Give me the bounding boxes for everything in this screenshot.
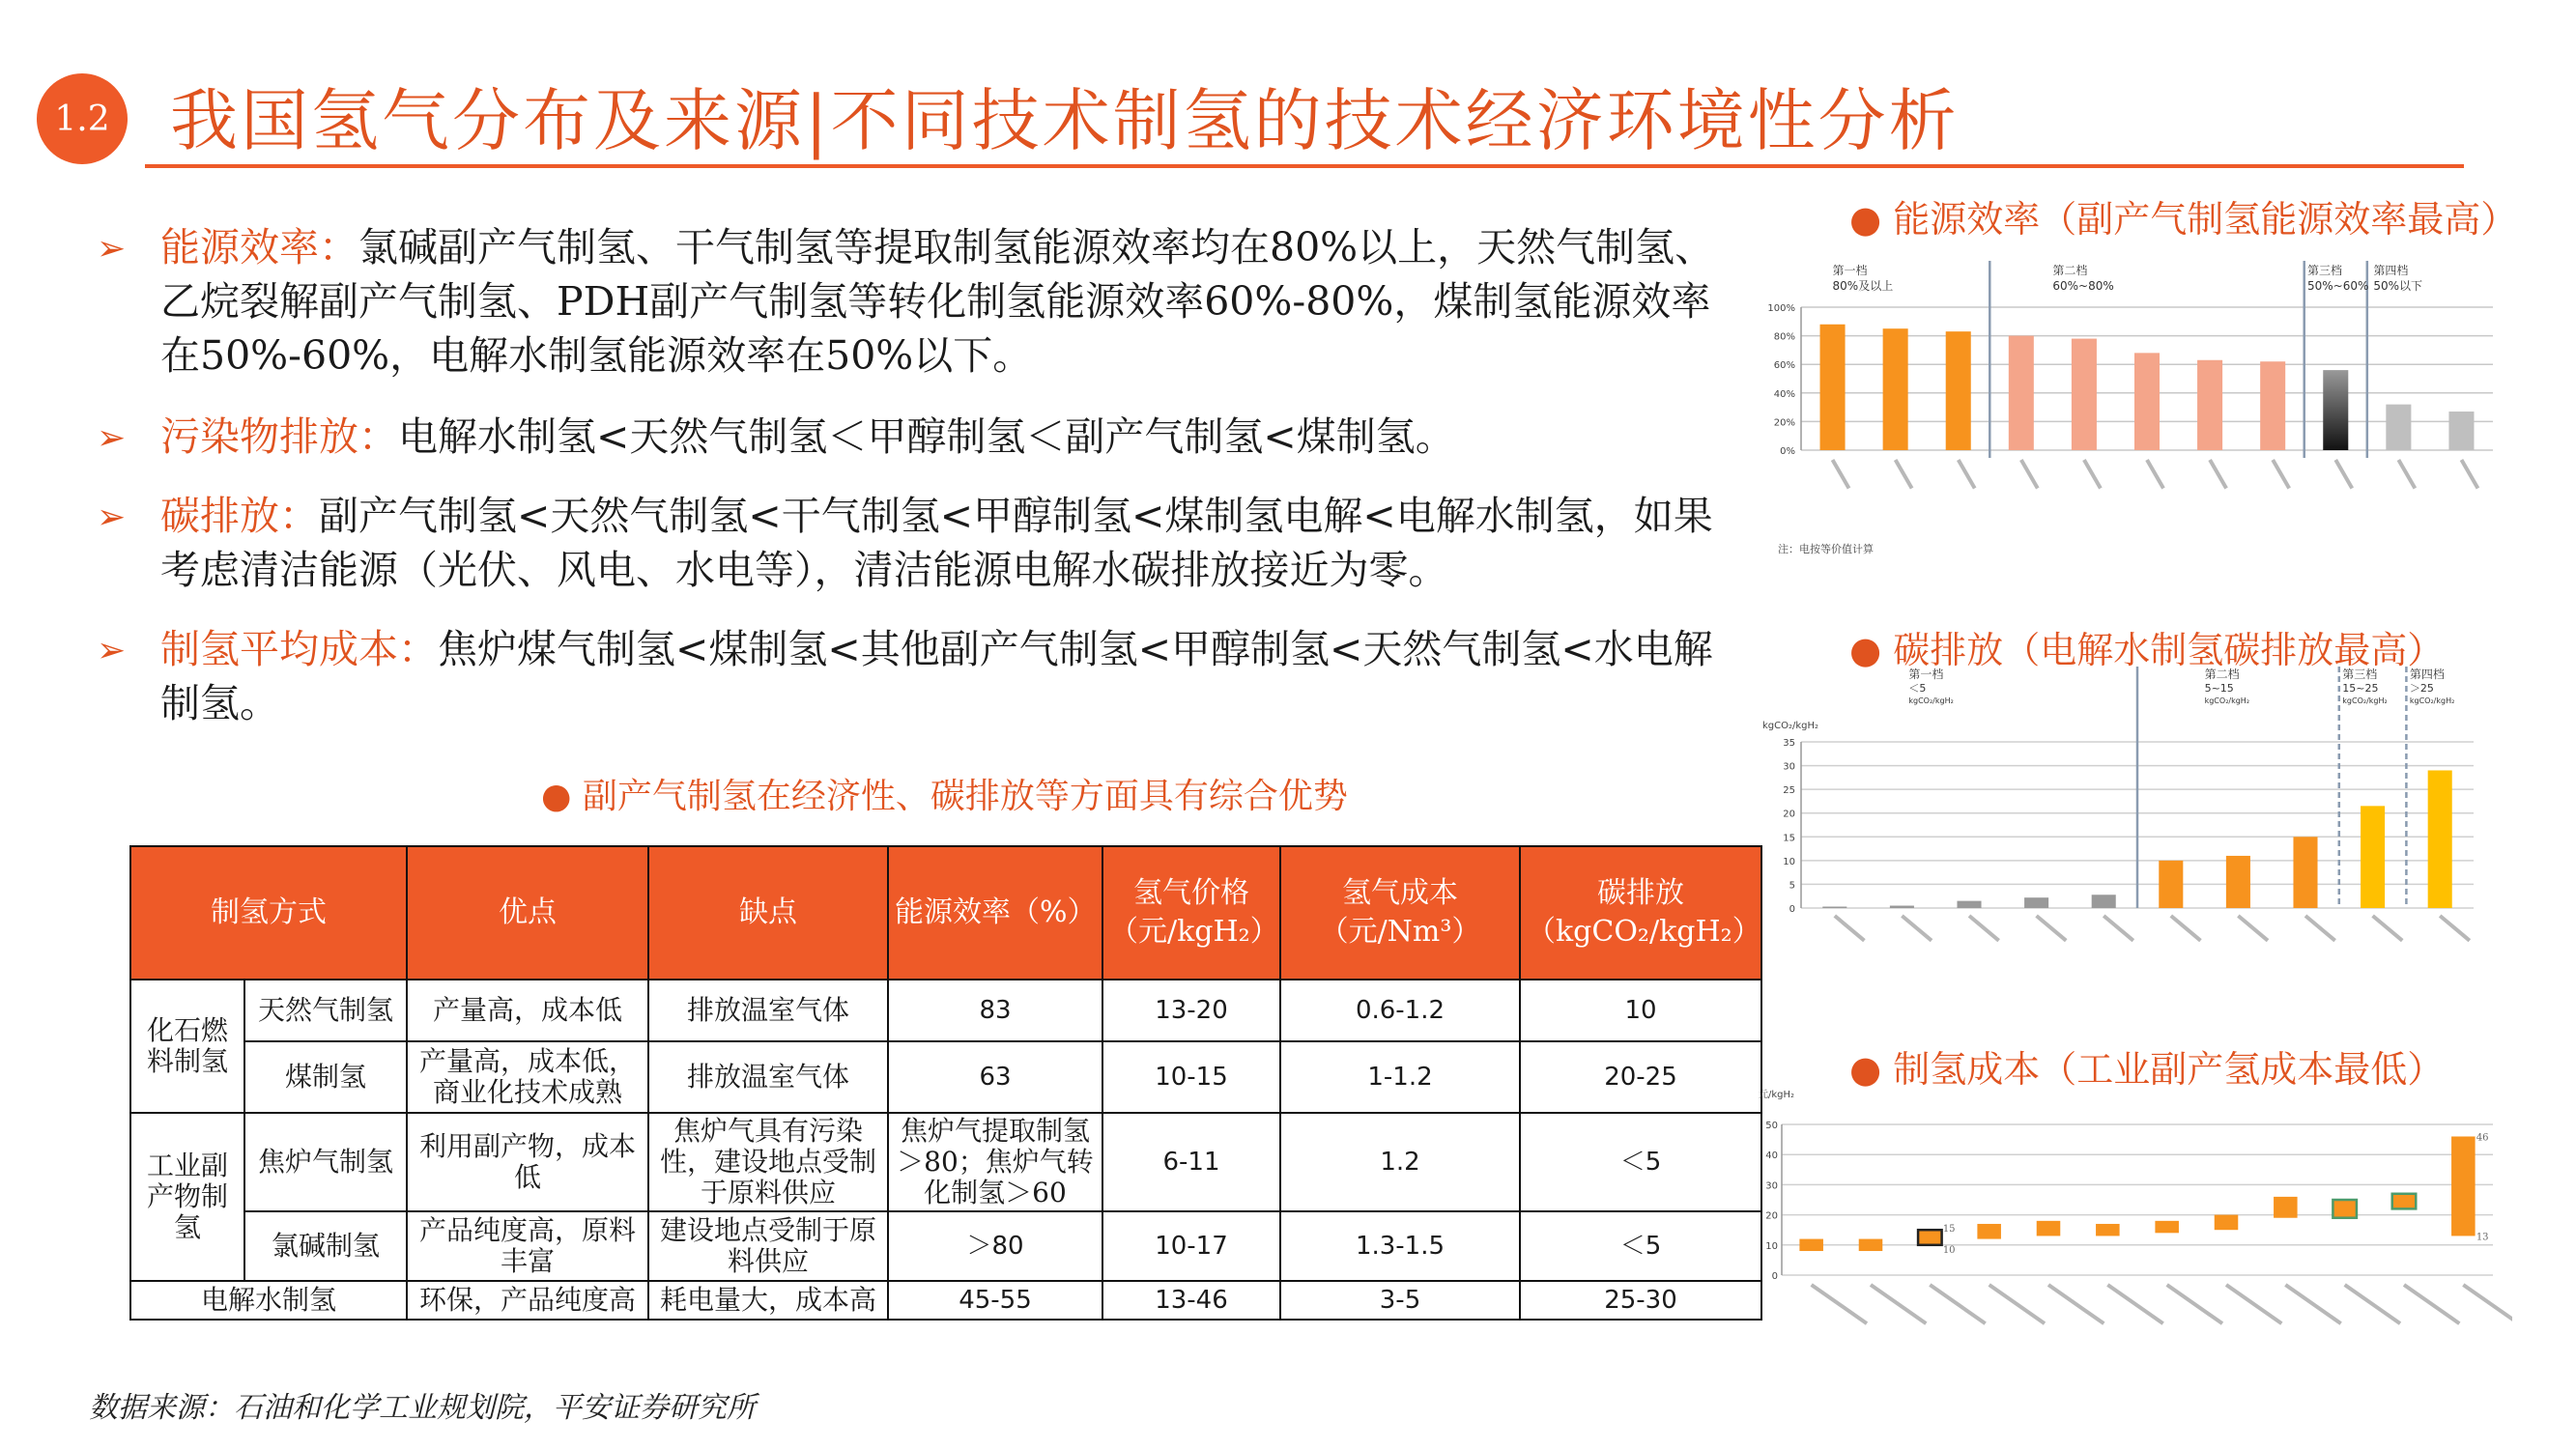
arrow-icon: ➢ — [97, 229, 127, 269]
tier-unit: kgCO₂/kgH₂ — [2409, 696, 2455, 705]
col-header: 优点 — [407, 846, 648, 980]
data-source: 数据来源：石油和化学工业规划院，平安证券研究所 — [89, 1391, 756, 1425]
cost-chart — [1759, 1086, 2512, 1424]
price-cell: 6-11 — [1102, 1113, 1280, 1211]
value-label: 13 — [2476, 1232, 2489, 1243]
category-label-mark — [1894, 459, 1913, 489]
tier-range: 5~15 — [2204, 682, 2234, 695]
bullet-text: 副产气制氢<天然气制氢<干气制氢<甲醇制氢<煤制氢电解<电解水制氢，如果考虑清洁能源（光伏、风电、水电等），清洁能源电解水碳排放接近为零。 — [160, 493, 1713, 593]
efficiency-cell: 45-55 — [888, 1281, 1102, 1320]
method-cell: 电解水制氢 — [130, 1281, 407, 1320]
price-cell: 10-15 — [1102, 1041, 1280, 1113]
category-label-mark — [2035, 914, 2067, 942]
tick-label: 15 — [1783, 833, 1795, 844]
tick-label: 25 — [1783, 785, 1795, 797]
chart-heading-efficiency: ● 能源效率（副产气制氢能源效率最高） — [1849, 198, 2518, 241]
tier-range: 80%及以上 — [1832, 279, 1894, 293]
category-label-mark — [2371, 914, 2403, 942]
col-header: 氢气成本（元/Nm³） — [1280, 846, 1520, 980]
category-label-mark — [1834, 914, 1866, 942]
cons-cell: 排放温室气体 — [648, 1041, 888, 1113]
carbon-cell: 10 — [1520, 980, 1761, 1041]
tick-label: 20 — [1765, 1210, 1778, 1222]
cost-range-bar — [1918, 1230, 1942, 1245]
cost-cell: 1.2 — [1280, 1113, 1520, 1211]
category-label-mark — [2166, 1283, 2224, 1324]
category-label-mark — [2170, 914, 2202, 942]
category-label-mark — [1929, 1283, 1987, 1324]
carbon-bar — [2226, 856, 2250, 908]
efficiency-bar — [1820, 325, 1846, 450]
tier-label: 第三档 — [2306, 264, 2342, 277]
category-label-mark — [2103, 914, 2134, 942]
cost-cell: 1-1.2 — [1280, 1041, 1520, 1113]
carbon-bar — [2024, 897, 2048, 908]
tier-range: 60%~80% — [2052, 279, 2114, 293]
arrow-icon: ➢ — [97, 497, 127, 537]
price-cell: 13-20 — [1102, 980, 1280, 1041]
category-label-mark — [1870, 1283, 1928, 1324]
carbon-bar — [2092, 895, 2116, 908]
carbon-cell: ＜5 — [1520, 1113, 1761, 1211]
price-cell: 10-17 — [1102, 1211, 1280, 1281]
category-label-mark — [2304, 914, 2336, 942]
category-label-mark — [2397, 459, 2417, 489]
tick-label: 40% — [1773, 388, 1795, 400]
cons-cell: 建设地点受制于原料供应 — [648, 1211, 888, 1281]
tick-label: 30 — [1783, 761, 1795, 773]
tier-range: ＞25 — [2409, 682, 2434, 695]
efficiency-bar — [2134, 353, 2160, 450]
comparison-table — [129, 845, 1762, 1321]
bullet-text: 氯碱副产气制氢、干气制氢等提取制氢能源效率均在80%以上，天然气制氢、乙烷裂解副产气制氢、PDH副产气制氢等转化制氢能源效率60%-80%，煤制氢能源效率在50%-60%，电解水制氢能源效率在50%以下。 — [160, 224, 1715, 379]
page-title: 我国氢气分布及来源|不同技术制氢的技术经济环境性分析 — [170, 81, 1960, 160]
efficiency-bar — [2009, 336, 2034, 450]
carbon-bar — [1890, 906, 1914, 908]
efficiency-cell: ＞80 — [888, 1211, 1102, 1281]
section-badge: 1.2 — [37, 73, 128, 164]
cons-cell: 耗电量大，成本高 — [648, 1281, 888, 1320]
cost-range-bar — [2155, 1221, 2179, 1233]
col-header: 制氢方式 — [130, 846, 407, 980]
category-label-mark — [1811, 1283, 1869, 1324]
tier-label: 第四档 — [2409, 668, 2445, 681]
category-label-mark — [2225, 1283, 2283, 1324]
category-label-mark — [2439, 914, 2471, 942]
table-row — [130, 980, 1761, 1041]
category-label-mark — [2208, 459, 2227, 489]
cost-range-bar — [1859, 1239, 1883, 1251]
bullet-text: 电解水制氢<天然气制氢＜甲醇制氢＜副产气制氢<煤制氢。 — [398, 413, 1455, 460]
table-row — [130, 1041, 1761, 1113]
pros-cell: 产量高，成本低，商业化技术成熟 — [407, 1041, 648, 1113]
bullet-carbon — [97, 489, 1720, 597]
tick-label: 30 — [1765, 1180, 1778, 1192]
cost-range-bar — [2274, 1197, 2298, 1218]
arrow-icon: ➢ — [97, 418, 127, 458]
carbon-bar — [1957, 901, 1981, 908]
category-label-mark — [1901, 914, 1932, 942]
method-cell: 氯碱制氢 — [244, 1211, 407, 1281]
bullet-energy-efficiency — [97, 220, 1720, 383]
category-label-mark — [1957, 459, 1976, 489]
tick-label: 0% — [1780, 446, 1795, 457]
value-label: 15 — [1942, 1224, 1956, 1236]
cost-range-bar — [1977, 1224, 2001, 1239]
carbon-bar — [2361, 806, 2385, 908]
cost-cell: 3-5 — [1280, 1281, 1520, 1320]
table-row — [130, 1113, 1761, 1211]
efficiency-bar — [2260, 361, 2285, 450]
pros-cell: 利用副产物，成本低 — [407, 1113, 648, 1211]
carbon-cell: ＜5 — [1520, 1211, 1761, 1281]
cost-chart-svg — [1759, 1086, 2512, 1424]
tier-unit: kgCO₂/kgH₂ — [2204, 696, 2250, 705]
category-label-mark — [2019, 459, 2039, 489]
group-cell: 工业副产物制氢 — [130, 1113, 244, 1281]
col-header: 缺点 — [648, 846, 888, 980]
carbon-cell: 20-25 — [1520, 1041, 1761, 1113]
tick-label: 60% — [1773, 360, 1795, 372]
tick-label: 0 — [1789, 904, 1795, 915]
pros-cell: 环保，产品纯度高 — [407, 1281, 648, 1320]
value-label: 46 — [2476, 1132, 2489, 1144]
tick-label: 80% — [1773, 331, 1795, 343]
chart-heading-cost: ● 制氢成本（工业副产氢成本最低） — [1849, 1048, 2445, 1091]
tick-label: 35 — [1783, 738, 1795, 749]
carbon-bar — [2293, 837, 2317, 908]
bullet-label: 制氢平均成本： — [160, 626, 438, 672]
cost-cell: 0.6-1.2 — [1280, 980, 1520, 1041]
category-label-mark — [2271, 459, 2290, 489]
efficiency-bar — [2323, 370, 2348, 450]
carbon-bar — [2159, 861, 2183, 908]
method-cell: 焦炉气制氢 — [244, 1113, 407, 1211]
category-label-mark — [2237, 914, 2269, 942]
cost-range-bar — [2037, 1221, 2061, 1236]
category-label-mark — [2047, 1283, 2105, 1324]
efficiency-bar — [2448, 412, 2474, 450]
chart-note: 注：电按等价值计算 — [1778, 543, 1874, 555]
group-cell: 化石燃料制氢 — [130, 980, 244, 1113]
efficiency-chart-svg — [1759, 243, 2512, 572]
carbon-bar — [1822, 907, 1846, 908]
y-axis-label: 元/kgH₂ — [1759, 1090, 1795, 1100]
tick-label: 20% — [1773, 417, 1795, 429]
category-label-mark — [2284, 1283, 2342, 1324]
cost-range-bar — [2096, 1224, 2120, 1236]
tick-label: 20 — [1783, 809, 1795, 820]
tier-range: 50%以下 — [2373, 279, 2423, 293]
bullet-label: 能源效率： — [160, 224, 358, 270]
value-label: 10 — [1942, 1244, 1956, 1256]
category-label-mark — [1968, 914, 2000, 942]
cons-cell: 焦炉气具有污染性，建设地点受制于原料供应 — [648, 1113, 888, 1211]
category-label-mark — [2403, 1283, 2461, 1324]
carbon-chart — [1759, 665, 2512, 983]
title-underline — [145, 164, 2464, 168]
bullet-text: 焦炉煤气制氢<煤制氢<其他副产气制氢<甲醇制氢<天然气制氢<水电解制氢。 — [160, 626, 1713, 726]
cons-cell: 排放温室气体 — [648, 980, 888, 1041]
tick-label: 10 — [1783, 856, 1795, 867]
cost-range-bar — [2451, 1136, 2476, 1236]
bullet-label: 碳排放： — [160, 493, 319, 539]
chart-heading-carbon: ● 碳排放（电解水制氢碳排放最高） — [1849, 629, 2445, 671]
category-label-mark — [1989, 1283, 2046, 1324]
efficiency-cell: 63 — [888, 1041, 1102, 1113]
tick-label: 0 — [1771, 1271, 1778, 1282]
table-header-row — [130, 846, 1761, 980]
tick-label: 50 — [1765, 1121, 1778, 1131]
category-label-mark — [2082, 459, 2102, 489]
category-label-mark — [2106, 1283, 2164, 1324]
pros-cell: 产量高，成本低 — [407, 980, 648, 1041]
tier-label: 第一档 — [1832, 264, 1868, 277]
cost-range-bar — [1799, 1239, 1823, 1251]
method-cell: 天然气制氢 — [244, 980, 407, 1041]
cost-cell: 1.3-1.5 — [1280, 1211, 1520, 1281]
efficiency-bar — [1883, 328, 1908, 450]
efficiency-cell: 83 — [888, 980, 1102, 1041]
table-heading: ● 副产气制氢在经济性、碳排放等方面具有综合优势 — [541, 777, 1348, 816]
efficiency-bar — [2386, 405, 2411, 450]
category-label-mark — [2145, 459, 2164, 489]
cost-range-bar — [2333, 1200, 2357, 1218]
bullet-cost — [97, 622, 1720, 730]
carbon-cell: 25-30 — [1520, 1281, 1761, 1320]
category-label-mark — [1831, 459, 1850, 489]
col-header: 能源效率（%） — [888, 846, 1102, 980]
table-row — [130, 1211, 1761, 1281]
bullet-label: 污染物排放： — [160, 413, 398, 460]
efficiency-bar — [2072, 339, 2097, 450]
category-label-mark — [2462, 1283, 2512, 1324]
tier-label: 第三档 — [2342, 668, 2378, 681]
price-cell: 13-46 — [1102, 1281, 1280, 1320]
bullet-pollutant — [97, 410, 1720, 464]
y-axis-label: kgCO₂/kgH₂ — [1762, 721, 1819, 731]
tier-range: 15~25 — [2342, 682, 2379, 695]
efficiency-bar — [2197, 360, 2222, 450]
col-header: 氢气价格（元/kgH₂） — [1102, 846, 1280, 980]
tier-range: ＜5 — [1908, 682, 1927, 695]
efficiency-chart — [1759, 243, 2512, 572]
cost-range-bar — [2392, 1194, 2417, 1209]
category-label-mark — [2344, 1283, 2402, 1324]
carbon-chart-svg — [1759, 665, 2512, 983]
carbon-bar — [2428, 770, 2452, 908]
table-row — [130, 1281, 1761, 1320]
tick-label: 40 — [1765, 1151, 1778, 1162]
tick-label: 5 — [1789, 880, 1795, 892]
tier-label: 第二档 — [2052, 264, 2088, 277]
tick-label: 10 — [1765, 1240, 1778, 1252]
tick-label: 100% — [1767, 303, 1795, 314]
tier-unit: kgCO₂/kgH₂ — [2342, 696, 2388, 705]
tier-range: 50%~60% — [2306, 279, 2369, 293]
col-header: 碳排放（kgCO₂/kgH₂） — [1520, 846, 1761, 980]
arrow-icon: ➢ — [97, 631, 127, 670]
category-label-mark — [2334, 459, 2354, 489]
method-cell: 煤制氢 — [244, 1041, 407, 1113]
tier-label: 第二档 — [2204, 668, 2240, 681]
efficiency-cell: 焦炉气提取制氢＞80；焦炉气转化制氢＞60 — [888, 1113, 1102, 1211]
pros-cell: 产品纯度高，原料丰富 — [407, 1211, 648, 1281]
tier-unit: kgCO₂/kgH₂ — [1908, 696, 1954, 705]
tier-label: 第一档 — [1908, 668, 1944, 681]
tier-label: 第四档 — [2373, 264, 2409, 277]
category-label-mark — [2460, 459, 2479, 489]
cost-range-bar — [2215, 1215, 2239, 1231]
efficiency-bar — [1946, 331, 1971, 450]
